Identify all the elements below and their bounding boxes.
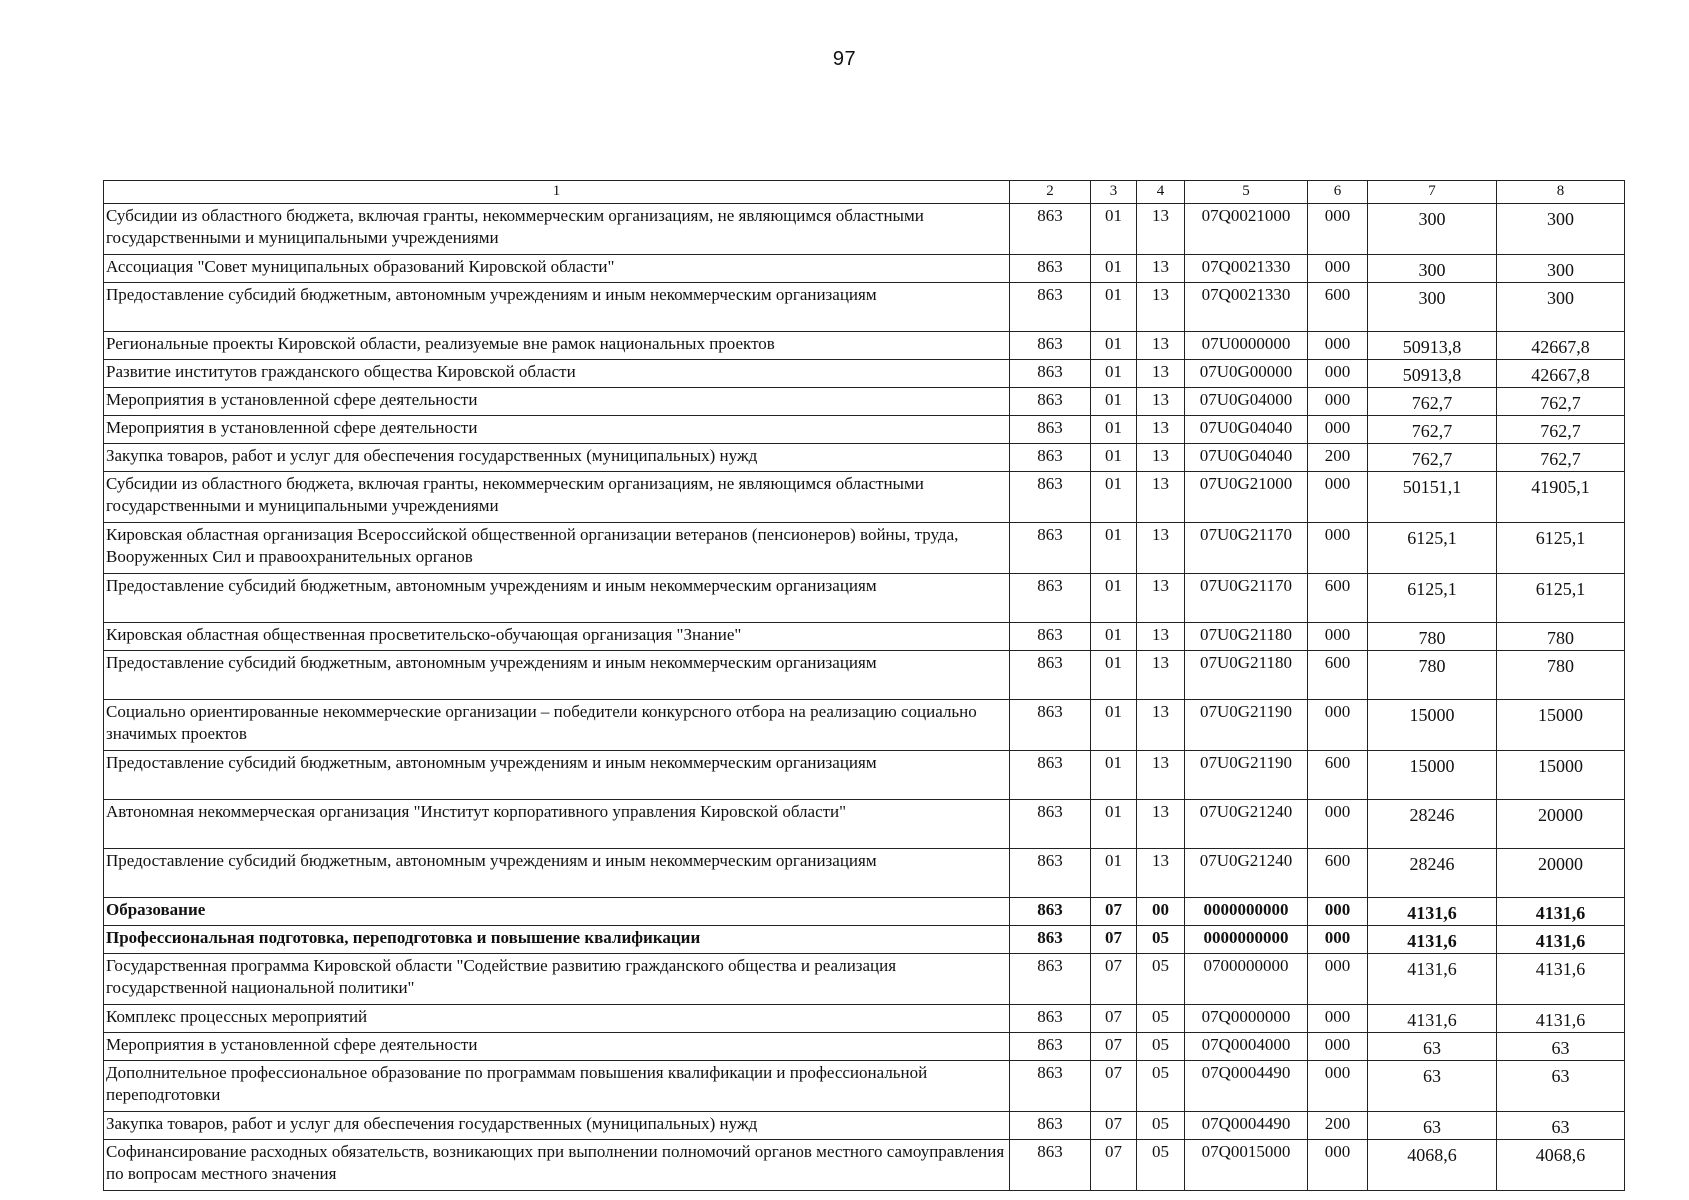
subsection-code: 13 xyxy=(1137,574,1185,623)
chapter-code: 863 xyxy=(1010,800,1091,849)
row-name: Автономная некоммерческая организация "Институт корпоративного управления Кировской области" xyxy=(104,800,1010,849)
column-header-2: 2 xyxy=(1010,181,1091,204)
target-article-code: 07U0G21180 xyxy=(1185,651,1308,700)
amount-year-2: 4131,6 xyxy=(1497,926,1625,954)
section-code: 01 xyxy=(1091,204,1137,255)
target-article-code: 07U0G21190 xyxy=(1185,751,1308,800)
section-code: 01 xyxy=(1091,849,1137,898)
expense-type-code: 200 xyxy=(1308,1112,1368,1140)
chapter-code: 863 xyxy=(1010,954,1091,1005)
subsection-code: 05 xyxy=(1137,1112,1185,1140)
table-row xyxy=(104,283,1625,332)
table-row xyxy=(104,1005,1625,1033)
chapter-code: 863 xyxy=(1010,360,1091,388)
target-article-code: 07Q0021000 xyxy=(1185,204,1308,255)
column-header-5: 5 xyxy=(1185,181,1308,204)
expense-type-code: 000 xyxy=(1308,898,1368,926)
section-code: 01 xyxy=(1091,651,1137,700)
amount-year-1: 300 xyxy=(1368,283,1497,332)
subsection-code: 13 xyxy=(1137,283,1185,332)
subsection-code: 13 xyxy=(1137,700,1185,751)
subsection-code: 05 xyxy=(1137,1140,1185,1191)
target-article-code: 0700000000 xyxy=(1185,954,1308,1005)
amount-year-1: 4131,6 xyxy=(1368,898,1497,926)
chapter-code: 863 xyxy=(1010,472,1091,523)
target-article-code: 07U0G04040 xyxy=(1185,416,1308,444)
section-code: 07 xyxy=(1091,898,1137,926)
amount-year-2: 780 xyxy=(1497,623,1625,651)
chapter-code: 863 xyxy=(1010,700,1091,751)
subsection-code: 13 xyxy=(1137,523,1185,574)
target-article-code: 07Q0004490 xyxy=(1185,1112,1308,1140)
amount-year-2: 15000 xyxy=(1497,751,1625,800)
target-article-code: 07U0G21180 xyxy=(1185,623,1308,651)
amount-year-1: 4131,6 xyxy=(1368,926,1497,954)
row-name: Развитие институтов гражданского общества Кировской области xyxy=(104,360,1010,388)
section-code: 01 xyxy=(1091,472,1137,523)
row-name: Закупка товаров, работ и услуг для обеспечения государственных (муниципальных) нужд xyxy=(104,444,1010,472)
section-code: 01 xyxy=(1091,574,1137,623)
target-article-code: 07Q0015000 xyxy=(1185,1140,1308,1191)
target-article-code: 07U0G04000 xyxy=(1185,388,1308,416)
amount-year-2: 4131,6 xyxy=(1497,898,1625,926)
amount-year-1: 4131,6 xyxy=(1368,1005,1497,1033)
section-code: 01 xyxy=(1091,700,1137,751)
amount-year-1: 762,7 xyxy=(1368,388,1497,416)
table-row xyxy=(104,651,1625,700)
section-code: 07 xyxy=(1091,926,1137,954)
chapter-code: 863 xyxy=(1010,523,1091,574)
row-name: Дополнительное профессиональное образование по программам повышения квалификации и профессиональной переподготовки xyxy=(104,1061,1010,1112)
amount-year-2: 63 xyxy=(1497,1061,1625,1112)
subsection-code: 13 xyxy=(1137,800,1185,849)
expense-type-code: 600 xyxy=(1308,651,1368,700)
amount-year-1: 6125,1 xyxy=(1368,574,1497,623)
row-name: Предоставление субсидий бюджетным, автономным учреждениям и иным некоммерческим организациям xyxy=(104,849,1010,898)
table-row xyxy=(104,800,1625,849)
budget-table xyxy=(103,180,1625,1191)
section-code: 01 xyxy=(1091,255,1137,283)
expense-type-code: 000 xyxy=(1308,523,1368,574)
table-row xyxy=(104,1033,1625,1061)
amount-year-2: 42667,8 xyxy=(1497,360,1625,388)
section-code: 01 xyxy=(1091,523,1137,574)
subsection-code: 13 xyxy=(1137,255,1185,283)
target-article-code: 07Q0000000 xyxy=(1185,1005,1308,1033)
section-code: 07 xyxy=(1091,1033,1137,1061)
section-code: 07 xyxy=(1091,1140,1137,1191)
chapter-code: 863 xyxy=(1010,574,1091,623)
column-header-3: 3 xyxy=(1091,181,1137,204)
chapter-code: 863 xyxy=(1010,926,1091,954)
column-header-4: 4 xyxy=(1137,181,1185,204)
chapter-code: 863 xyxy=(1010,1140,1091,1191)
table-row xyxy=(104,360,1625,388)
chapter-code: 863 xyxy=(1010,416,1091,444)
amount-year-1: 28246 xyxy=(1368,849,1497,898)
chapter-code: 863 xyxy=(1010,1112,1091,1140)
section-code: 07 xyxy=(1091,954,1137,1005)
expense-type-code: 600 xyxy=(1308,574,1368,623)
table-row xyxy=(104,954,1625,1005)
amount-year-1: 50151,1 xyxy=(1368,472,1497,523)
expense-type-code: 000 xyxy=(1308,800,1368,849)
amount-year-2: 15000 xyxy=(1497,700,1625,751)
expense-type-code: 000 xyxy=(1308,954,1368,1005)
expense-type-code: 600 xyxy=(1308,283,1368,332)
chapter-code: 863 xyxy=(1010,388,1091,416)
row-name: Закупка товаров, работ и услуг для обеспечения государственных (муниципальных) нужд xyxy=(104,1112,1010,1140)
row-name: Образование xyxy=(104,898,1010,926)
row-name: Предоставление субсидий бюджетным, автономным учреждениям и иным некоммерческим организациям xyxy=(104,574,1010,623)
table-row xyxy=(104,574,1625,623)
row-name: Мероприятия в установленной сфере деятельности xyxy=(104,416,1010,444)
row-name: Ассоциация "Совет муниципальных образований Кировской области" xyxy=(104,255,1010,283)
amount-year-2: 300 xyxy=(1497,283,1625,332)
amount-year-2: 762,7 xyxy=(1497,444,1625,472)
subsection-code: 00 xyxy=(1137,898,1185,926)
subsection-code: 13 xyxy=(1137,472,1185,523)
section-code: 07 xyxy=(1091,1005,1137,1033)
row-name: Социально ориентированные некоммерческие организации – победители конкурсного отбора на реализацию социально значимых проектов xyxy=(104,700,1010,751)
table-row xyxy=(104,751,1625,800)
chapter-code: 863 xyxy=(1010,751,1091,800)
column-header-1: 1 xyxy=(104,181,1010,204)
amount-year-1: 762,7 xyxy=(1368,444,1497,472)
column-header-7: 7 xyxy=(1368,181,1497,204)
subsection-code: 13 xyxy=(1137,204,1185,255)
expense-type-code: 000 xyxy=(1308,204,1368,255)
chapter-code: 863 xyxy=(1010,204,1091,255)
expense-type-code: 000 xyxy=(1308,1061,1368,1112)
row-name: Профессиональная подготовка, переподготовка и повышение квалификации xyxy=(104,926,1010,954)
row-name: Софинансирование расходных обязательств, возникающих при выполнении полномочий органов местного самоуправления по вопросам местного значения xyxy=(104,1140,1010,1191)
amount-year-2: 63 xyxy=(1497,1033,1625,1061)
section-code: 01 xyxy=(1091,751,1137,800)
amount-year-1: 780 xyxy=(1368,623,1497,651)
amount-year-1: 50913,8 xyxy=(1368,360,1497,388)
amount-year-2: 4131,6 xyxy=(1497,1005,1625,1033)
chapter-code: 863 xyxy=(1010,898,1091,926)
row-name: Государственная программа Кировской области "Содействие развитию гражданского общества и реализация государственной национальной политики" xyxy=(104,954,1010,1005)
subsection-code: 05 xyxy=(1137,1061,1185,1112)
subsection-code: 13 xyxy=(1137,623,1185,651)
table-row xyxy=(104,416,1625,444)
amount-year-1: 300 xyxy=(1368,255,1497,283)
amount-year-2: 762,7 xyxy=(1497,388,1625,416)
target-article-code: 07Q0004000 xyxy=(1185,1033,1308,1061)
amount-year-1: 63 xyxy=(1368,1061,1497,1112)
expense-type-code: 000 xyxy=(1308,926,1368,954)
chapter-code: 863 xyxy=(1010,623,1091,651)
row-name: Кировская областная общественная просветительско-обучающая организация "Знание" xyxy=(104,623,1010,651)
section-code: 07 xyxy=(1091,1112,1137,1140)
target-article-code: 07U0G21000 xyxy=(1185,472,1308,523)
column-header-8: 8 xyxy=(1497,181,1625,204)
amount-year-2: 42667,8 xyxy=(1497,332,1625,360)
expense-type-code: 000 xyxy=(1308,1033,1368,1061)
subsection-code: 05 xyxy=(1137,1033,1185,1061)
section-code: 01 xyxy=(1091,388,1137,416)
table-body xyxy=(104,204,1625,1191)
amount-year-2: 6125,1 xyxy=(1497,523,1625,574)
row-name: Комплекс процессных мероприятий xyxy=(104,1005,1010,1033)
amount-year-2: 4068,6 xyxy=(1497,1140,1625,1191)
target-article-code: 07Q0021330 xyxy=(1185,255,1308,283)
table-row xyxy=(104,926,1625,954)
expense-type-code: 000 xyxy=(1308,472,1368,523)
table-row xyxy=(104,388,1625,416)
chapter-code: 863 xyxy=(1010,651,1091,700)
target-article-code: 0000000000 xyxy=(1185,926,1308,954)
expense-type-code: 000 xyxy=(1308,255,1368,283)
section-code: 01 xyxy=(1091,623,1137,651)
subsection-code: 13 xyxy=(1137,651,1185,700)
subsection-code: 13 xyxy=(1137,388,1185,416)
section-code: 01 xyxy=(1091,416,1137,444)
amount-year-2: 300 xyxy=(1497,255,1625,283)
table-row xyxy=(104,204,1625,255)
row-name: Субсидии из областного бюджета, включая гранты, некоммерческим организациям, не являющимся областными государственными и муниципальными учреждениями xyxy=(104,204,1010,255)
section-code: 01 xyxy=(1091,444,1137,472)
amount-year-1: 300 xyxy=(1368,204,1497,255)
target-article-code: 07U0G21190 xyxy=(1185,700,1308,751)
target-article-code: 07U0G21240 xyxy=(1185,800,1308,849)
subsection-code: 13 xyxy=(1137,444,1185,472)
row-name: Региональные проекты Кировской области, реализуемые вне рамок национальных проектов xyxy=(104,332,1010,360)
table-row xyxy=(104,1140,1625,1191)
section-code: 01 xyxy=(1091,332,1137,360)
column-header-6: 6 xyxy=(1308,181,1368,204)
table-row xyxy=(104,1061,1625,1112)
table-row xyxy=(104,444,1625,472)
amount-year-2: 20000 xyxy=(1497,800,1625,849)
table-row xyxy=(104,523,1625,574)
expense-type-code: 600 xyxy=(1308,751,1368,800)
section-code: 01 xyxy=(1091,360,1137,388)
expense-type-code: 000 xyxy=(1308,332,1368,360)
expense-type-code: 000 xyxy=(1308,388,1368,416)
row-name: Субсидии из областного бюджета, включая гранты, некоммерческим организациям, не являющимся областными государственными и муниципальными учреждениями xyxy=(104,472,1010,523)
amount-year-2: 41905,1 xyxy=(1497,472,1625,523)
amount-year-2: 6125,1 xyxy=(1497,574,1625,623)
amount-year-1: 63 xyxy=(1368,1033,1497,1061)
section-code: 07 xyxy=(1091,1061,1137,1112)
table-row xyxy=(104,255,1625,283)
subsection-code: 05 xyxy=(1137,954,1185,1005)
target-article-code: 07U0000000 xyxy=(1185,332,1308,360)
expense-type-code: 000 xyxy=(1308,416,1368,444)
chapter-code: 863 xyxy=(1010,255,1091,283)
expense-type-code: 200 xyxy=(1308,444,1368,472)
expense-type-code: 000 xyxy=(1308,700,1368,751)
table-row xyxy=(104,849,1625,898)
amount-year-2: 20000 xyxy=(1497,849,1625,898)
target-article-code: 07Q0004490 xyxy=(1185,1061,1308,1112)
amount-year-1: 762,7 xyxy=(1368,416,1497,444)
table-row xyxy=(104,1112,1625,1140)
expense-type-code: 000 xyxy=(1308,360,1368,388)
amount-year-2: 300 xyxy=(1497,204,1625,255)
amount-year-1: 4068,6 xyxy=(1368,1140,1497,1191)
amount-year-1: 28246 xyxy=(1368,800,1497,849)
amount-year-1: 63 xyxy=(1368,1112,1497,1140)
chapter-code: 863 xyxy=(1010,283,1091,332)
subsection-code: 05 xyxy=(1137,1005,1185,1033)
row-name: Предоставление субсидий бюджетным, автономным учреждениям и иным некоммерческим организациям xyxy=(104,751,1010,800)
row-name: Мероприятия в установленной сфере деятельности xyxy=(104,1033,1010,1061)
target-article-code: 07U0G21170 xyxy=(1185,523,1308,574)
target-article-code: 07U0G04040 xyxy=(1185,444,1308,472)
chapter-code: 863 xyxy=(1010,849,1091,898)
amount-year-1: 15000 xyxy=(1368,700,1497,751)
expense-type-code: 000 xyxy=(1308,1005,1368,1033)
table-row xyxy=(104,472,1625,523)
expense-type-code: 600 xyxy=(1308,849,1368,898)
amount-year-2: 780 xyxy=(1497,651,1625,700)
table-row xyxy=(104,623,1625,651)
table-row xyxy=(104,898,1625,926)
subsection-code: 05 xyxy=(1137,926,1185,954)
amount-year-1: 15000 xyxy=(1368,751,1497,800)
amount-year-1: 50913,8 xyxy=(1368,332,1497,360)
target-article-code: 0000000000 xyxy=(1185,898,1308,926)
subsection-code: 13 xyxy=(1137,416,1185,444)
table-row xyxy=(104,332,1625,360)
row-name: Предоставление субсидий бюджетным, автономным учреждениям и иным некоммерческим организациям xyxy=(104,283,1010,332)
expense-type-code: 000 xyxy=(1308,623,1368,651)
chapter-code: 863 xyxy=(1010,1061,1091,1112)
chapter-code: 863 xyxy=(1010,332,1091,360)
amount-year-2: 63 xyxy=(1497,1112,1625,1140)
subsection-code: 13 xyxy=(1137,360,1185,388)
row-name: Кировская областная организация Всероссийской общественной организации ветеранов (пенсионеров) войны, труда, Вооруженных Сил и правоохранительных органов xyxy=(104,523,1010,574)
section-code: 01 xyxy=(1091,800,1137,849)
subsection-code: 13 xyxy=(1137,332,1185,360)
chapter-code: 863 xyxy=(1010,1005,1091,1033)
amount-year-2: 4131,6 xyxy=(1497,954,1625,1005)
expense-type-code: 000 xyxy=(1308,1140,1368,1191)
section-code: 01 xyxy=(1091,283,1137,332)
table-row xyxy=(104,700,1625,751)
subsection-code: 13 xyxy=(1137,751,1185,800)
amount-year-2: 762,7 xyxy=(1497,416,1625,444)
target-article-code: 07U0G00000 xyxy=(1185,360,1308,388)
header-row xyxy=(104,181,1625,204)
amount-year-1: 6125,1 xyxy=(1368,523,1497,574)
amount-year-1: 4131,6 xyxy=(1368,954,1497,1005)
target-article-code: 07Q0021330 xyxy=(1185,283,1308,332)
row-name: Мероприятия в установленной сфере деятельности xyxy=(104,388,1010,416)
chapter-code: 863 xyxy=(1010,444,1091,472)
amount-year-1: 780 xyxy=(1368,651,1497,700)
target-article-code: 07U0G21240 xyxy=(1185,849,1308,898)
target-article-code: 07U0G21170 xyxy=(1185,574,1308,623)
page-number: 97 xyxy=(832,48,857,70)
chapter-code: 863 xyxy=(1010,1033,1091,1061)
row-name: Предоставление субсидий бюджетным, автономным учреждениям и иным некоммерческим организациям xyxy=(104,651,1010,700)
subsection-code: 13 xyxy=(1137,849,1185,898)
